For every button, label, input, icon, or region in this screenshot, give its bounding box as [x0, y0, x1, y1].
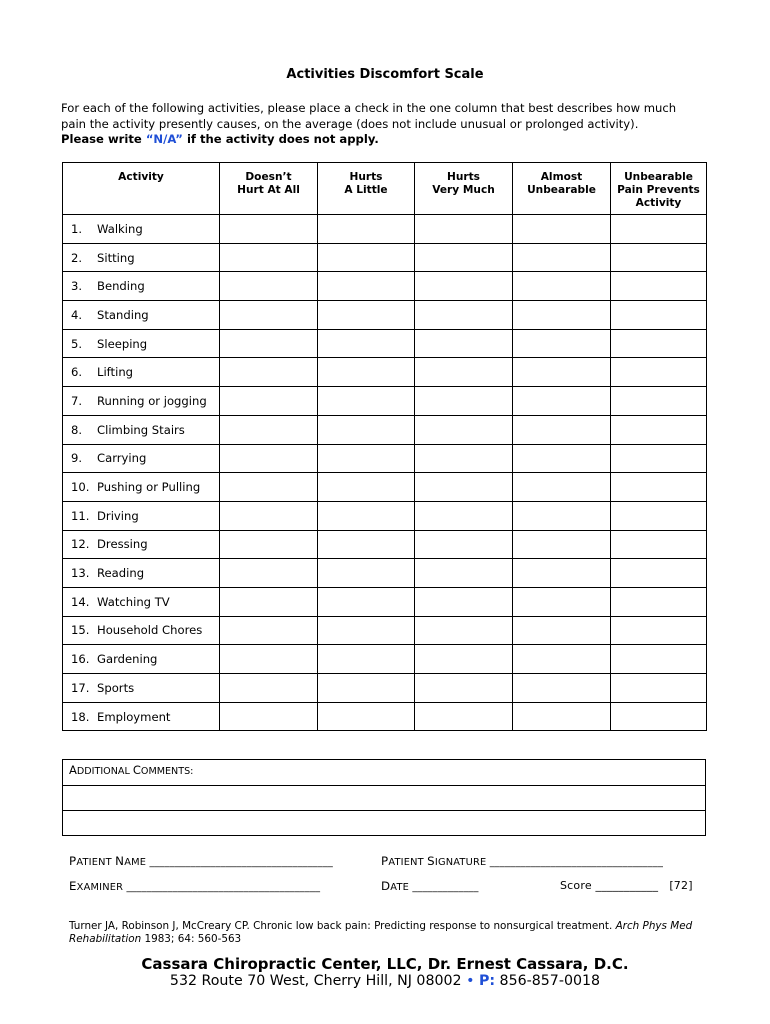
activity-number: 14. [71, 594, 90, 609]
check-cell[interactable] [415, 387, 513, 416]
check-cell[interactable] [513, 501, 611, 530]
activity-cell [63, 616, 220, 645]
activity-label: Carrying [97, 451, 147, 466]
activity-label: Walking [97, 221, 143, 236]
clinic-address: 532 Route 70 West, Cherry Hill, NJ 08002 [169, 973, 467, 989]
patient-name-field[interactable]: PATIENT NAME ____________________________________ [69, 854, 334, 868]
check-cell[interactable] [415, 702, 513, 731]
check-cell[interactable] [220, 301, 318, 330]
check-cell[interactable] [611, 587, 707, 616]
check-cell[interactable] [318, 559, 415, 588]
check-cell[interactable] [318, 415, 415, 444]
check-cell[interactable] [318, 358, 415, 387]
column-header-1 [220, 163, 318, 215]
check-cell[interactable] [513, 329, 611, 358]
activity-label: Employment [97, 709, 171, 724]
check-cell[interactable] [318, 501, 415, 530]
check-cell[interactable] [220, 415, 318, 444]
activity-cell [63, 215, 220, 244]
check-cell[interactable] [318, 444, 415, 473]
check-cell[interactable] [513, 645, 611, 674]
check-cell[interactable] [220, 645, 318, 674]
check-cell[interactable] [611, 501, 707, 530]
table-row [63, 272, 707, 301]
instructions-line-1: For each of the following activities, please place a check in the one column that best describes how much [61, 101, 677, 115]
table-row [63, 215, 707, 244]
check-cell[interactable] [220, 387, 318, 416]
activity-cell [63, 587, 220, 616]
activity-number: 8. [71, 422, 83, 437]
check-cell[interactable] [318, 530, 415, 559]
check-cell[interactable] [318, 215, 415, 244]
activity-number: 17. [71, 680, 90, 695]
activity-number: 12. [71, 537, 90, 552]
check-cell[interactable] [415, 301, 513, 330]
check-cell[interactable] [318, 674, 415, 703]
table-row [63, 301, 707, 330]
table-row [63, 616, 707, 645]
comments-label: ADDITIONAL COMMENTS: [63, 760, 706, 786]
clinic-name: Cassara Chiropractic Center, LLC, Dr. Ernest Cassara, D.C. [141, 955, 629, 973]
activity-label: Pushing or Pulling [97, 480, 201, 495]
table-row [63, 473, 707, 502]
date-field[interactable]: DATE _____________ [381, 879, 479, 893]
activity-number: 10. [71, 480, 90, 495]
check-cell[interactable] [415, 415, 513, 444]
table-body [63, 215, 707, 731]
check-cell[interactable] [415, 559, 513, 588]
activity-cell [63, 243, 220, 272]
column-header-4 [513, 163, 611, 215]
check-cell[interactable] [318, 645, 415, 674]
check-cell[interactable] [611, 329, 707, 358]
activity-number: 2. [71, 250, 83, 265]
check-cell[interactable] [611, 473, 707, 502]
column-header-line: Hurts [349, 171, 383, 183]
activity-number: 13. [71, 566, 90, 581]
check-cell[interactable] [220, 674, 318, 703]
activity-label: Climbing Stairs [97, 422, 185, 437]
check-cell[interactable] [220, 272, 318, 301]
column-header-line: Pain Prevents [617, 184, 700, 196]
check-cell[interactable] [513, 702, 611, 731]
activity-cell [63, 272, 220, 301]
check-cell[interactable] [220, 501, 318, 530]
activity-number: 1. [71, 221, 83, 236]
check-cell[interactable] [415, 473, 513, 502]
column-header-2 [318, 163, 415, 215]
check-cell[interactable] [611, 215, 707, 244]
table-row [63, 243, 707, 272]
check-cell[interactable] [611, 301, 707, 330]
activity-cell [63, 444, 220, 473]
table-row [63, 702, 707, 731]
examiner-field[interactable]: EXAMINER ______________________________________ [69, 879, 321, 893]
table-row [63, 501, 707, 530]
table-row [63, 645, 707, 674]
column-header-line: Almost [540, 171, 583, 183]
comments-line-2[interactable] [63, 811, 706, 836]
column-header-line: Hurts [446, 171, 480, 183]
check-cell[interactable] [415, 444, 513, 473]
table-row [63, 530, 707, 559]
check-cell[interactable] [611, 645, 707, 674]
activity-cell [63, 473, 220, 502]
activity-number: 4. [71, 307, 83, 322]
check-cell[interactable] [220, 530, 318, 559]
check-cell[interactable] [611, 358, 707, 387]
activity-number: 3. [71, 279, 83, 294]
na-note-pre: Please write [61, 132, 146, 146]
column-header-3 [415, 163, 513, 215]
bullet-separator: • [466, 973, 475, 989]
activity-cell [63, 301, 220, 330]
instructions [61, 101, 721, 148]
check-cell[interactable] [220, 243, 318, 272]
table-row [63, 587, 707, 616]
check-cell[interactable] [611, 559, 707, 588]
column-header-line: Doesn’t [245, 171, 292, 183]
check-cell[interactable] [318, 387, 415, 416]
check-cell[interactable] [415, 645, 513, 674]
na-note-code: “N/A” [145, 132, 183, 146]
score-max: [72] [669, 879, 693, 892]
phone-number: 856-857-0018 [495, 973, 601, 989]
check-cell[interactable] [220, 444, 318, 473]
activity-label: Running or jogging [97, 393, 207, 408]
activity-label: Sleeping [97, 336, 148, 351]
check-cell[interactable] [318, 702, 415, 731]
activity-cell [63, 415, 220, 444]
patient-signature-field[interactable]: PATIENT SIGNATURE __________________________________ [381, 854, 664, 868]
activity-number: 5. [71, 336, 83, 351]
check-cell[interactable] [220, 702, 318, 731]
column-header-line: Activity [118, 171, 164, 183]
check-cell[interactable] [415, 329, 513, 358]
table-row [63, 674, 707, 703]
check-cell[interactable] [513, 387, 611, 416]
check-cell[interactable] [611, 243, 707, 272]
check-cell[interactable] [513, 272, 611, 301]
na-note-post: if the activity does not apply. [182, 132, 379, 146]
column-header-line: Unbearable [624, 171, 693, 183]
activity-label: Lifting [97, 365, 134, 380]
column-header-line: Very Much [432, 184, 495, 196]
activity-label: Bending [97, 279, 145, 294]
check-cell[interactable] [513, 530, 611, 559]
check-cell[interactable] [318, 301, 415, 330]
check-cell[interactable] [415, 215, 513, 244]
check-cell[interactable] [220, 559, 318, 588]
activity-cell [63, 674, 220, 703]
activity-cell [63, 501, 220, 530]
check-cell[interactable] [415, 243, 513, 272]
check-cell[interactable] [611, 444, 707, 473]
check-cell[interactable] [318, 329, 415, 358]
check-cell[interactable] [415, 358, 513, 387]
activity-label: Dressing [97, 537, 148, 552]
activity-cell [63, 358, 220, 387]
check-cell[interactable] [318, 272, 415, 301]
reference-citation: Turner JA, Robinson J, McCreary CP. Chronic low back pain: Predicting response to nonsurgical treatment. Arch Phys Med Rehabilitation 1983; 64: 560-563 [69, 920, 693, 945]
check-cell[interactable] [220, 358, 318, 387]
activity-label: Watching TV [97, 594, 170, 609]
check-cell[interactable] [611, 616, 707, 645]
check-cell[interactable] [611, 387, 707, 416]
column-header-line: Unbearable [527, 184, 596, 196]
activity-cell [63, 530, 220, 559]
activity-cell [63, 645, 220, 674]
score-field[interactable]: Score ___________ [72] [560, 879, 693, 892]
activity-number: 9. [71, 451, 83, 466]
table-row [63, 415, 707, 444]
activity-label: Standing [97, 307, 149, 322]
activity-cell [63, 559, 220, 588]
activity-label: Gardening [97, 652, 158, 667]
check-cell[interactable] [513, 215, 611, 244]
check-cell[interactable] [513, 616, 611, 645]
check-cell[interactable] [220, 215, 318, 244]
check-cell[interactable] [513, 559, 611, 588]
activity-number: 15. [71, 623, 90, 638]
comments-line-1[interactable] [63, 786, 706, 811]
activity-label: Reading [97, 566, 145, 581]
phone-label: P: [478, 973, 496, 989]
check-cell[interactable] [318, 616, 415, 645]
table-row [63, 559, 707, 588]
check-cell[interactable] [513, 473, 611, 502]
column-header-line: Activity [635, 197, 682, 209]
table-header-row [63, 163, 707, 215]
check-cell[interactable] [220, 473, 318, 502]
comments-box [62, 759, 706, 836]
column-header-line: Hurt At All [237, 184, 300, 196]
check-cell[interactable] [220, 329, 318, 358]
check-cell[interactable] [415, 530, 513, 559]
activity-label: Sitting [97, 250, 135, 265]
column-header-5 [611, 163, 707, 215]
check-cell[interactable] [513, 243, 611, 272]
clinic-contact [0, 973, 770, 989]
activity-number: 18. [71, 709, 90, 724]
check-cell[interactable] [415, 587, 513, 616]
table-row [63, 387, 707, 416]
check-cell[interactable] [415, 272, 513, 301]
check-cell[interactable] [318, 587, 415, 616]
table-row [63, 329, 707, 358]
check-cell[interactable] [513, 587, 611, 616]
activity-label: Driving [97, 508, 139, 523]
check-cell[interactable] [415, 501, 513, 530]
column-header-0 [63, 163, 220, 215]
check-cell[interactable] [611, 272, 707, 301]
activity-cell [63, 702, 220, 731]
page-title: Activities Discomfort Scale [286, 67, 484, 82]
activity-number: 16. [71, 652, 90, 667]
check-cell[interactable] [415, 616, 513, 645]
check-cell[interactable] [220, 616, 318, 645]
check-cell[interactable] [611, 530, 707, 559]
check-cell[interactable] [513, 301, 611, 330]
check-cell[interactable] [513, 358, 611, 387]
check-cell[interactable] [220, 587, 318, 616]
check-cell[interactable] [611, 674, 707, 703]
table-row [63, 358, 707, 387]
activity-label: Household Chores [97, 623, 203, 638]
activity-number: 7. [71, 393, 83, 408]
check-cell[interactable] [611, 415, 707, 444]
check-cell[interactable] [513, 444, 611, 473]
column-header-line: A Little [344, 184, 388, 196]
check-cell[interactable] [318, 473, 415, 502]
discomfort-table [62, 162, 707, 731]
activity-cell [63, 329, 220, 358]
instructions-line-2: pain the activity presently causes, on the average (does not include unusual or prolonged activity). [61, 116, 639, 131]
check-cell[interactable] [513, 674, 611, 703]
activity-number: 6. [71, 365, 83, 380]
check-cell[interactable] [611, 702, 707, 731]
check-cell[interactable] [318, 243, 415, 272]
activity-cell [63, 387, 220, 416]
check-cell[interactable] [513, 415, 611, 444]
activity-label: Sports [97, 680, 135, 695]
instructions-line-3 [61, 132, 721, 148]
table-row [63, 444, 707, 473]
activity-number: 11. [71, 508, 90, 523]
check-cell[interactable] [415, 674, 513, 703]
